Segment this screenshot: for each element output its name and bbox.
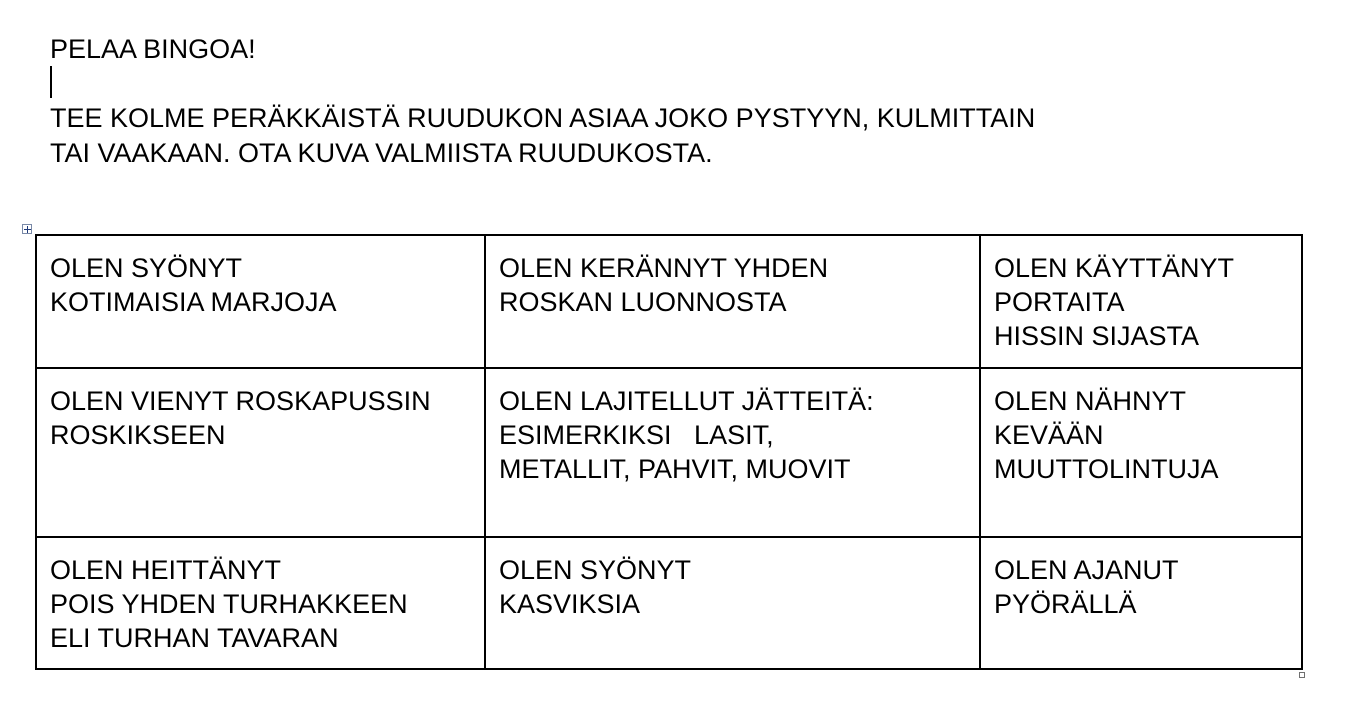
- cell-text-line: PORTAITA: [994, 287, 1125, 317]
- cell-text-line: ROSKIKSEEN: [50, 420, 226, 450]
- bingo-cell[interactable]: [485, 235, 980, 368]
- cell-text-line: HISSIN SIJASTA: [994, 321, 1200, 351]
- table-move-handle-icon[interactable]: [22, 224, 32, 234]
- table-resize-handle-icon[interactable]: [1299, 672, 1305, 678]
- text-cursor: [50, 66, 52, 98]
- bingo-row: [36, 368, 1302, 537]
- instructions-line: TEE KOLME PERÄKKÄISTÄ RUUDUKON ASIAA JOKO PYSTYYN, KULMITTAIN: [50, 103, 1036, 133]
- cell-text-line: ROSKAN LUONNOSTA: [499, 287, 787, 317]
- cell-text-line: OLEN SYÖNYT: [50, 253, 243, 283]
- bingo-row: [36, 537, 1302, 669]
- bingo-cell[interactable]: [980, 537, 1302, 669]
- cell-text-line: ESIMERKIKSI LASIT,: [499, 420, 774, 450]
- instructions-line: TAI VAAKAAN. OTA KUVA VALMIISTA RUUDUKOSTA.: [50, 138, 713, 168]
- cell-text-line: MUUTTOLINTUJA: [994, 454, 1219, 484]
- cell-text-line: KOTIMAISIA MARJOJA: [50, 287, 337, 317]
- cell-text-line: ELI TURHAN TAVARAN: [50, 623, 339, 653]
- bingo-grid: [35, 234, 1303, 670]
- cell-text-line: OLEN LAJITELLUT JÄTTEITÄ:: [499, 386, 874, 416]
- document-heading: PELAA BINGOA!: [50, 34, 256, 64]
- bingo-cell[interactable]: [36, 235, 485, 368]
- bingo-cell[interactable]: [485, 537, 980, 669]
- cell-text-line: OLEN SYÖNYT: [499, 555, 692, 585]
- cell-text-line: OLEN KÄYTTÄNYT: [994, 253, 1235, 283]
- bingo-cell[interactable]: [980, 368, 1302, 537]
- bingo-cell[interactable]: [980, 235, 1302, 368]
- cell-text-line: OLEN HEITTÄNYT: [50, 555, 282, 585]
- cell-text-line: OLEN KERÄNNYT YHDEN: [499, 253, 829, 283]
- bingo-cell[interactable]: [485, 368, 980, 537]
- instructions-paragraph: [50, 101, 1035, 171]
- bingo-cell[interactable]: [36, 368, 485, 537]
- cell-text-line: KASVIKSIA: [499, 589, 641, 619]
- cell-text-line: KEVÄÄN: [994, 420, 1104, 450]
- cell-text-line: OLEN AJANUT: [994, 555, 1179, 585]
- cell-text-line: OLEN VIENYT ROSKAPUSSIN: [50, 386, 431, 416]
- cell-text-line: PYÖRÄLLÄ: [994, 589, 1137, 619]
- cell-text-line: OLEN NÄHNYT: [994, 386, 1187, 416]
- bingo-cell[interactable]: [36, 537, 485, 669]
- bingo-row: [36, 235, 1302, 368]
- cell-text-line: POIS YHDEN TURHAKKEEN: [50, 589, 408, 619]
- cell-text-line: METALLIT, PAHVIT, MUOVIT: [499, 454, 851, 484]
